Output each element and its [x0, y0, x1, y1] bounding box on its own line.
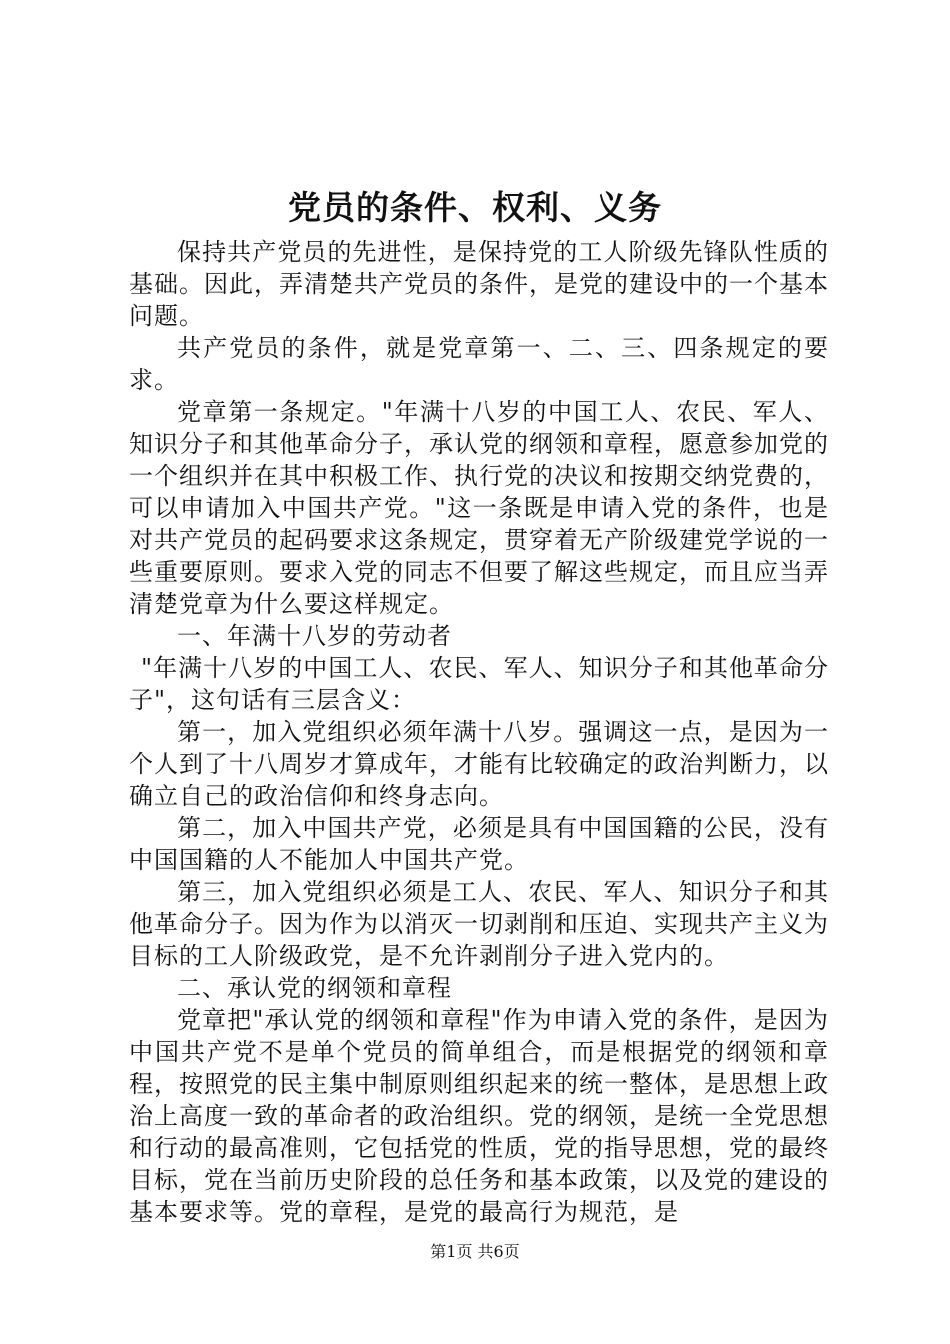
paragraph: "年满十八岁的中国工人、农民、军人、知识分子和其他革命分子"，这句话有三层含义：	[129, 654, 829, 714]
paragraph: 保持共产党员的先进性，是保持党的工人阶级先锋队性质的基础。因此，弄清楚共产党员的条件，是党的建设中的一个基本问题。	[129, 238, 829, 330]
document-body	[129, 236, 829, 1228]
paragraph: 第二，加入中国共产党，必须是具有中国国籍的公民，没有中国国籍的人不能加人中国共产党。	[129, 814, 829, 874]
paragraph: 党章把"承认党的纲领和章程"作为申请入党的条件，是因为中国共产党不是单个党员的简单组合，而是根据党的纲领和章程，按照党的民主集中制原则组织起来的统一整体，是思想上政治上高度一致的革命者的政治组织。党的纲领，是统一全党思想和行动的最高准则，它包括党的性质，党的指导思想，党的最终目标，党在当前历史阶段的总任务和基本政策，以及党的建设的基本要求等。党的章程，是党的最高行为规范，是	[129, 1006, 829, 1226]
page-footer: 第1页 共6页	[430, 1242, 520, 1261]
paragraph: 第三，加入党组织必须是工人、农民、军人、知识分子和其他革命分子。因为作为以消灭一切剥削和压迫、实现共产主义为目标的工人阶级政党，是不允许剥削分子进入党内的。	[129, 878, 829, 970]
document-title: 党员的条件、权利、义务	[288, 188, 662, 227]
paragraph: 党章第一条规定。"年满十八岁的中国工人、农民、军人、知识分子和其他革命分子，承认党的纲领和章程，愿意参加党的一个组织并在其中积极工作、执行党的决议和按期交纳党费的，可以申请加入中国共产党。"这一条既是申请入党的条件，也是对共产党员的起码要求这条规定，贯穿着无产阶级建党学说的一些重要原则。要求入党的同志不但要了解这些规定，而且应当弄清楚党章为什么要这样规定。	[129, 398, 829, 618]
paragraph: 第一，加入党组织必须年满十八岁。强调这一点，是因为一个人到了十八周岁才算成年，才能有比较确定的政治判断力，以确立自己的政治信仰和终身志向。	[129, 718, 829, 810]
paragraph: 共产党员的条件，就是党章第一、二、三、四条规定的要求。	[129, 334, 829, 394]
section-heading: 二、承认党的纲领和章程	[177, 974, 452, 1002]
section-heading: 一、年满十八岁的劳动者	[177, 622, 452, 650]
